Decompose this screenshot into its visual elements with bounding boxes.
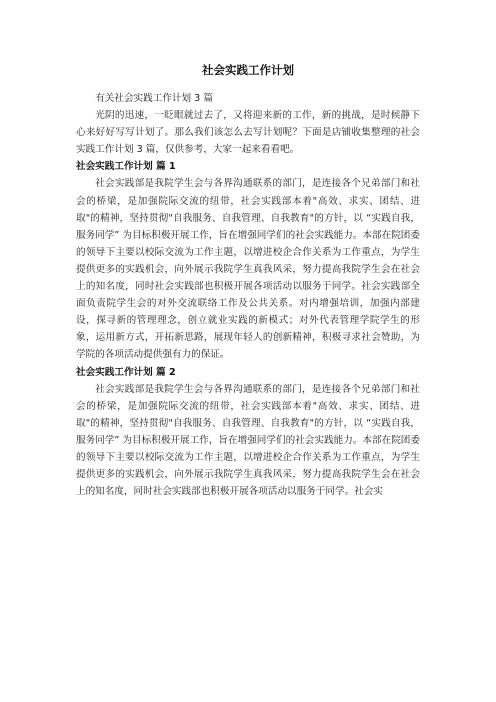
document-subtitle: 有关社会实践工作计划 3 篇 [95,93,213,104]
intro-paragraph: 光阴的迅速，一眨眼就过去了，又将迎来新的工作，新的挑战，是时候静下心来好好写写计划了。那么我们该怎么去写计划呢？下面是店铺收集整理的社会实践工作计划 3 篇，仅供参考，大家一起来看看吧。 [76,110,420,156]
section-paragraph: 社会实践部是我院学生会与各界沟通联系的部门，是连接各个兄弟部门和社会的桥梁，是加强院际交流的纽带，社会实践部本着"高效、求实、团结、进取"的精神，坚持贯彻"自我服务、自我管理、自我教育"的方针，以 “实践自我，服务同学” 为目标积极开展工作，旨在增强同学们的社会实践能力。本部在院团委的领导下主要以校际交流为工作主题，以增进校企合作关系为工作重点，为学生提供更多的实践机会，向外展示我院学生真我风采，努力提高我院学生会在社会上的知名度，同时社会实践部也积极开展各项活动以服务于同学。社会实践部全面负责院学生会的对外交流联络工作及公共关系。对内增强培训，加强内部建设，探寻新的管理理念，创立就业实践的新模式；对外代表管理学院学生的形象，运用新方式，开拓新思路，展现年轻人的创新精神，积极寻求社会赞助，为学院的各项活动提供强有力的保证。 [76,178,420,361]
document-title: 社会实践工作计划 [202,63,294,77]
document-content [76,90,420,500]
section-1 [76,158,420,363]
section-2 [76,364,420,501]
section-paragraph: 社会实践部是我院学生会与各界沟通联系的部门，是连接各个兄弟部门和社会的桥梁，是加强院际交流的纽带，社会实践部本着"高效、求实、团结、进取"的精神，坚持贯彻"自我服务、自我管理、自我教育"的方针，以 “实践自我，服务同学” 为目标积极开展工作，旨在增强同学们的社会实践能力。本部在院团委的领导下主要以校际交流为工作主题，以增进校企合作关系为工作重点，为学生提供更多的实践机会，向外展示我院学生真我风采，努力提高我院学生会在社会上的知名度，同时社会实践部也积极开展各项活动以服务于同学。社会实 [76,383,420,498]
section-heading: 社会实践工作计划 篇 2 [76,366,176,378]
section-heading: 社会实践工作计划 篇 1 [76,161,176,173]
